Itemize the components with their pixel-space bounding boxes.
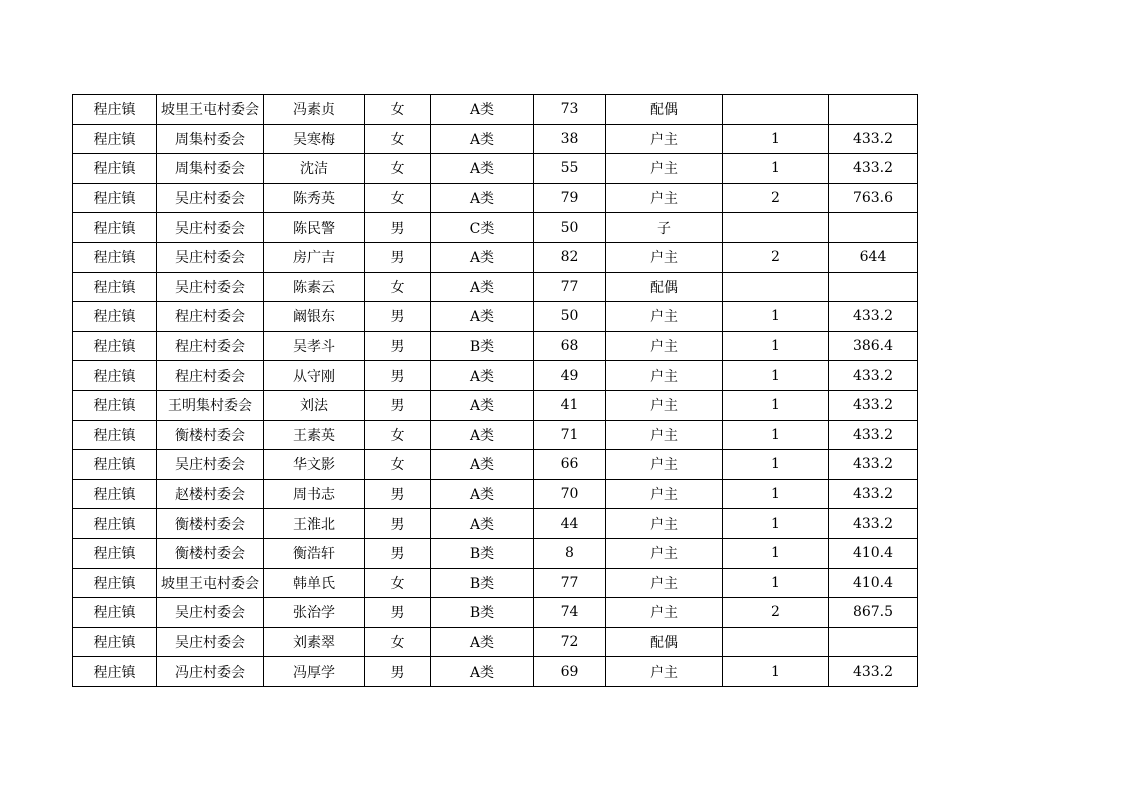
category-cell[interactable]: A类 <box>431 420 534 450</box>
category-cell[interactable]: B类 <box>431 598 534 628</box>
gender-cell[interactable]: 男 <box>365 302 431 332</box>
table-row <box>73 95 918 125</box>
town-cell[interactable]: 程庄镇 <box>73 124 157 154</box>
age-cell[interactable]: 77 <box>534 568 606 598</box>
relation-cell[interactable]: 户主 <box>606 361 723 391</box>
town-cell[interactable]: 程庄镇 <box>73 657 157 687</box>
category-cell[interactable]: A类 <box>431 95 534 125</box>
amount-cell[interactable]: 433.2 <box>829 124 918 154</box>
town-cell[interactable]: 程庄镇 <box>73 538 157 568</box>
household-size-cell[interactable]: 2 <box>723 242 829 272</box>
amount-cell[interactable] <box>829 213 918 243</box>
relation-cell[interactable]: 户主 <box>606 657 723 687</box>
relation-cell[interactable]: 子 <box>606 213 723 243</box>
table-row <box>73 420 918 450</box>
relation-cell[interactable]: 户主 <box>606 154 723 184</box>
category-cell[interactable]: A类 <box>431 657 534 687</box>
age-cell[interactable]: 55 <box>534 154 606 184</box>
amount-cell[interactable]: 433.2 <box>829 420 918 450</box>
gender-cell[interactable]: 男 <box>365 213 431 243</box>
household-size-cell[interactable]: 1 <box>723 450 829 480</box>
table-row <box>73 509 918 539</box>
name-cell[interactable]: 刘素翠 <box>264 627 365 657</box>
age-cell[interactable]: 73 <box>534 95 606 125</box>
name-cell[interactable]: 周书志 <box>264 479 365 509</box>
table-row <box>73 627 918 657</box>
gender-cell[interactable]: 女 <box>365 183 431 213</box>
village-committee-cell[interactable]: 程庄村委会 <box>157 302 264 332</box>
relation-cell[interactable]: 户主 <box>606 242 723 272</box>
gender-cell[interactable]: 男 <box>365 331 431 361</box>
relation-cell[interactable]: 户主 <box>606 124 723 154</box>
relation-cell[interactable]: 户主 <box>606 598 723 628</box>
household-size-cell[interactable]: 2 <box>723 183 829 213</box>
town-cell[interactable]: 程庄镇 <box>73 568 157 598</box>
spreadsheet-page <box>72 94 918 687</box>
village-committee-cell[interactable]: 程庄村委会 <box>157 361 264 391</box>
gender-cell[interactable]: 女 <box>365 627 431 657</box>
name-cell[interactable]: 阚银东 <box>264 302 365 332</box>
relation-cell[interactable]: 配偶 <box>606 272 723 302</box>
table-row <box>73 598 918 628</box>
table-row <box>73 568 918 598</box>
amount-cell[interactable]: 433.2 <box>829 450 918 480</box>
age-cell[interactable]: 68 <box>534 331 606 361</box>
gender-cell[interactable]: 女 <box>365 124 431 154</box>
category-cell[interactable]: C类 <box>431 213 534 243</box>
village-committee-cell[interactable]: 吴庄村委会 <box>157 183 264 213</box>
household-size-cell[interactable]: 1 <box>723 154 829 184</box>
town-cell[interactable]: 程庄镇 <box>73 242 157 272</box>
relation-cell[interactable]: 户主 <box>606 390 723 420</box>
amount-cell[interactable]: 433.2 <box>829 657 918 687</box>
relation-cell[interactable]: 户主 <box>606 331 723 361</box>
category-cell[interactable]: A类 <box>431 509 534 539</box>
relation-cell[interactable]: 配偶 <box>606 627 723 657</box>
household-size-cell[interactable]: 1 <box>723 509 829 539</box>
village-committee-cell[interactable]: 吴庄村委会 <box>157 242 264 272</box>
name-cell[interactable]: 华文影 <box>264 450 365 480</box>
amount-cell[interactable]: 433.2 <box>829 302 918 332</box>
gender-cell[interactable]: 男 <box>365 598 431 628</box>
relation-cell[interactable]: 户主 <box>606 450 723 480</box>
gender-cell[interactable]: 男 <box>365 390 431 420</box>
table-row <box>73 242 918 272</box>
town-cell[interactable]: 程庄镇 <box>73 450 157 480</box>
category-cell[interactable]: A类 <box>431 390 534 420</box>
town-cell[interactable]: 程庄镇 <box>73 272 157 302</box>
age-cell[interactable]: 70 <box>534 479 606 509</box>
gender-cell[interactable]: 女 <box>365 272 431 302</box>
table-row <box>73 302 918 332</box>
village-committee-cell[interactable]: 衡楼村委会 <box>157 509 264 539</box>
amount-cell[interactable]: 763.6 <box>829 183 918 213</box>
gender-cell[interactable]: 男 <box>365 657 431 687</box>
town-cell[interactable]: 程庄镇 <box>73 154 157 184</box>
household-size-cell[interactable] <box>723 272 829 302</box>
town-cell[interactable]: 程庄镇 <box>73 420 157 450</box>
village-committee-cell[interactable]: 吴庄村委会 <box>157 598 264 628</box>
table-row <box>73 124 918 154</box>
age-cell[interactable]: 77 <box>534 272 606 302</box>
name-cell[interactable]: 冯素贞 <box>264 95 365 125</box>
category-cell[interactable]: A类 <box>431 272 534 302</box>
village-committee-cell[interactable]: 程庄村委会 <box>157 331 264 361</box>
household-size-cell[interactable] <box>723 213 829 243</box>
village-committee-cell[interactable]: 坡里王屯村委会 <box>157 568 264 598</box>
gender-cell[interactable]: 男 <box>365 242 431 272</box>
household-size-cell[interactable]: 2 <box>723 598 829 628</box>
name-cell[interactable]: 陈秀英 <box>264 183 365 213</box>
amount-cell[interactable]: 433.2 <box>829 479 918 509</box>
category-cell[interactable]: B类 <box>431 331 534 361</box>
village-committee-cell[interactable]: 吴庄村委会 <box>157 272 264 302</box>
household-size-cell[interactable]: 1 <box>723 568 829 598</box>
category-cell[interactable]: A类 <box>431 242 534 272</box>
household-size-cell[interactable]: 1 <box>723 420 829 450</box>
table-row <box>73 657 918 687</box>
town-cell[interactable]: 程庄镇 <box>73 331 157 361</box>
gender-cell[interactable]: 男 <box>365 538 431 568</box>
table-row <box>73 272 918 302</box>
name-cell[interactable]: 沈洁 <box>264 154 365 184</box>
name-cell[interactable]: 冯厚学 <box>264 657 365 687</box>
gender-cell[interactable]: 女 <box>365 450 431 480</box>
town-cell[interactable]: 程庄镇 <box>73 213 157 243</box>
gender-cell[interactable]: 女 <box>365 420 431 450</box>
amount-cell[interactable]: 433.2 <box>829 361 918 391</box>
name-cell[interactable]: 从守刚 <box>264 361 365 391</box>
household-size-cell[interactable]: 1 <box>723 361 829 391</box>
category-cell[interactable]: A类 <box>431 302 534 332</box>
name-cell[interactable]: 王素英 <box>264 420 365 450</box>
name-cell[interactable]: 王淮北 <box>264 509 365 539</box>
amount-cell[interactable] <box>829 95 918 125</box>
age-cell[interactable]: 82 <box>534 242 606 272</box>
amount-cell[interactable]: 433.2 <box>829 154 918 184</box>
age-cell[interactable]: 44 <box>534 509 606 539</box>
village-committee-cell[interactable]: 衡楼村委会 <box>157 420 264 450</box>
gender-cell[interactable]: 男 <box>365 361 431 391</box>
gender-cell[interactable]: 男 <box>365 509 431 539</box>
table-row <box>73 479 918 509</box>
household-size-cell[interactable]: 1 <box>723 538 829 568</box>
relation-cell[interactable]: 配偶 <box>606 95 723 125</box>
household-size-cell[interactable]: 1 <box>723 479 829 509</box>
town-cell[interactable]: 程庄镇 <box>73 302 157 332</box>
age-cell[interactable]: 66 <box>534 450 606 480</box>
relation-cell[interactable]: 户主 <box>606 420 723 450</box>
household-size-cell[interactable]: 1 <box>723 124 829 154</box>
village-committee-cell[interactable]: 吴庄村委会 <box>157 213 264 243</box>
relation-cell[interactable]: 户主 <box>606 568 723 598</box>
amount-cell[interactable] <box>829 272 918 302</box>
town-cell[interactable]: 程庄镇 <box>73 598 157 628</box>
household-size-cell[interactable] <box>723 95 829 125</box>
name-cell[interactable]: 吴孝斗 <box>264 331 365 361</box>
name-cell[interactable]: 陈素云 <box>264 272 365 302</box>
village-committee-cell[interactable]: 王明集村委会 <box>157 390 264 420</box>
category-cell[interactable]: A类 <box>431 124 534 154</box>
town-cell[interactable]: 程庄镇 <box>73 509 157 539</box>
age-cell[interactable]: 41 <box>534 390 606 420</box>
relation-cell[interactable]: 户主 <box>606 479 723 509</box>
town-cell[interactable]: 程庄镇 <box>73 183 157 213</box>
relation-cell[interactable]: 户主 <box>606 538 723 568</box>
household-size-cell[interactable]: 1 <box>723 302 829 332</box>
table-body <box>73 95 918 687</box>
table-row <box>73 390 918 420</box>
amount-cell[interactable]: 433.2 <box>829 390 918 420</box>
category-cell[interactable]: B类 <box>431 538 534 568</box>
village-committee-cell[interactable]: 坡里王屯村委会 <box>157 95 264 125</box>
name-cell[interactable]: 张治学 <box>264 598 365 628</box>
category-cell[interactable]: A类 <box>431 154 534 184</box>
relation-cell[interactable]: 户主 <box>606 509 723 539</box>
name-cell[interactable]: 吴寒梅 <box>264 124 365 154</box>
amount-cell[interactable]: 410.4 <box>829 538 918 568</box>
age-cell[interactable]: 38 <box>534 124 606 154</box>
category-cell[interactable]: A类 <box>431 183 534 213</box>
relation-cell[interactable]: 户主 <box>606 183 723 213</box>
town-cell[interactable]: 程庄镇 <box>73 390 157 420</box>
age-cell[interactable]: 79 <box>534 183 606 213</box>
amount-cell[interactable]: 644 <box>829 242 918 272</box>
amount-cell[interactable] <box>829 627 918 657</box>
age-cell[interactable]: 72 <box>534 627 606 657</box>
amount-cell[interactable]: 433.2 <box>829 509 918 539</box>
name-cell[interactable]: 刘法 <box>264 390 365 420</box>
village-committee-cell[interactable]: 衡楼村委会 <box>157 538 264 568</box>
data-table <box>72 94 918 687</box>
household-size-cell[interactable]: 1 <box>723 657 829 687</box>
category-cell[interactable]: B类 <box>431 568 534 598</box>
village-committee-cell[interactable]: 周集村委会 <box>157 124 264 154</box>
table-row <box>73 213 918 243</box>
household-size-cell[interactable]: 1 <box>723 331 829 361</box>
town-cell[interactable]: 程庄镇 <box>73 361 157 391</box>
table-row <box>73 450 918 480</box>
name-cell[interactable]: 陈民警 <box>264 213 365 243</box>
category-cell[interactable]: A类 <box>431 479 534 509</box>
name-cell[interactable]: 韩单氏 <box>264 568 365 598</box>
age-cell[interactable]: 74 <box>534 598 606 628</box>
category-cell[interactable]: A类 <box>431 627 534 657</box>
age-cell[interactable]: 71 <box>534 420 606 450</box>
age-cell[interactable]: 50 <box>534 302 606 332</box>
household-size-cell[interactable] <box>723 627 829 657</box>
village-committee-cell[interactable]: 赵楼村委会 <box>157 479 264 509</box>
age-cell[interactable]: 50 <box>534 213 606 243</box>
amount-cell[interactable]: 410.4 <box>829 568 918 598</box>
relation-cell[interactable]: 户主 <box>606 302 723 332</box>
village-committee-cell[interactable]: 吴庄村委会 <box>157 450 264 480</box>
household-size-cell[interactable]: 1 <box>723 390 829 420</box>
table-row <box>73 183 918 213</box>
village-committee-cell[interactable]: 冯庄村委会 <box>157 657 264 687</box>
town-cell[interactable]: 程庄镇 <box>73 627 157 657</box>
age-cell[interactable]: 49 <box>534 361 606 391</box>
amount-cell[interactable]: 867.5 <box>829 598 918 628</box>
table-row <box>73 154 918 184</box>
gender-cell[interactable]: 女 <box>365 154 431 184</box>
table-row <box>73 361 918 391</box>
table-row <box>73 331 918 361</box>
age-cell[interactable]: 69 <box>534 657 606 687</box>
gender-cell[interactable]: 男 <box>365 479 431 509</box>
town-cell[interactable]: 程庄镇 <box>73 479 157 509</box>
town-cell[interactable]: 程庄镇 <box>73 95 157 125</box>
category-cell[interactable]: A类 <box>431 361 534 391</box>
name-cell[interactable]: 衡浩轩 <box>264 538 365 568</box>
name-cell[interactable]: 房广吉 <box>264 242 365 272</box>
gender-cell[interactable]: 女 <box>365 568 431 598</box>
village-committee-cell[interactable]: 吴庄村委会 <box>157 627 264 657</box>
category-cell[interactable]: A类 <box>431 450 534 480</box>
table-row <box>73 538 918 568</box>
village-committee-cell[interactable]: 周集村委会 <box>157 154 264 184</box>
age-cell[interactable]: 8 <box>534 538 606 568</box>
gender-cell[interactable]: 女 <box>365 95 431 125</box>
amount-cell[interactable]: 386.4 <box>829 331 918 361</box>
